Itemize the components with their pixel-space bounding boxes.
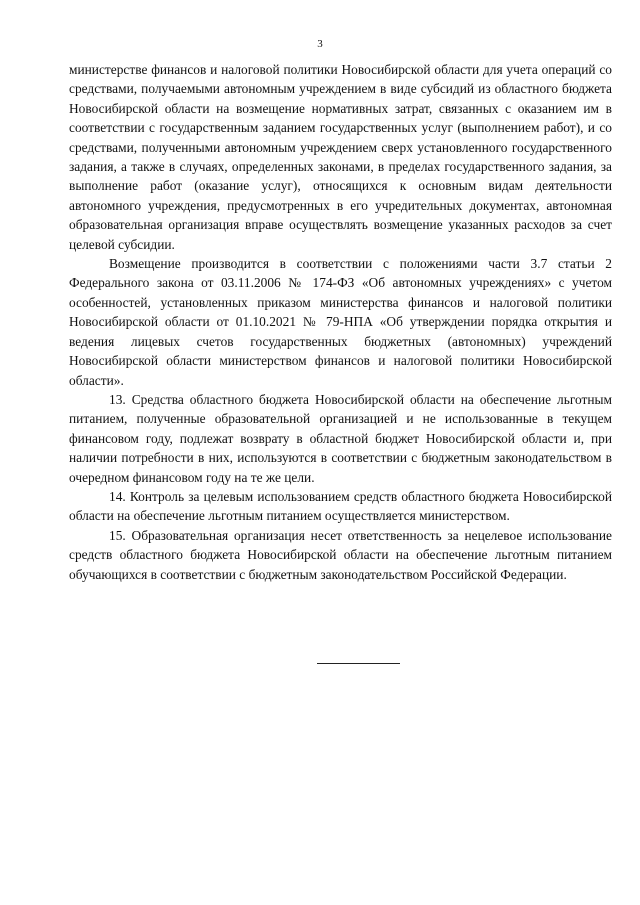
paragraph-item-14: 14. Контроль за целевым использованием средств областного бюджета Новосибирской области на обеспечение льготным питанием осуществляется министерством. — [69, 488, 612, 524]
paragraph-continuation: министерстве финансов и налоговой политики Новосибирской области для учета операций со средствами, получаемыми автономным учреждением в виде субсидий из областного бюджета Новосибирской области на возмещение нормативных затрат, связанных с оказанием им в соответствии с государственным заданием государственных услуг (выполнением работ), и со средствами, полученными автономным учреждением сверх установленного государственного задания, а также в случаях, определенных законами, в пределах государственного задания, за выполнение работ (оказание услуг), относящихся к основным видам деятельности автономного учреждения, предусмотренных в его учредительных документах, автономная образовательная организация вправе осуществлять возмещение указанных расходов за счет целевой субсидии. — [69, 62, 612, 252]
page-number: 3 — [317, 38, 323, 50]
paragraph-item-13: 13. Средства областного бюджета Новосибирской области на обеспечение льготным питанием, полученные образовательной организацией и не использованные в текущем финансовом году, подлежат возврату в областной бюджет Новосибирской области и, при наличии потребности в них, используются в соответствии с бюджетным законодательством в очередном финансовом году на те же цели. — [69, 391, 612, 485]
end-divider-line — [317, 663, 400, 664]
paragraph-item-15: 15. Образовательная организация несет ответственность за нецелевое использование средств областного бюджета Новосибирской области на обеспечение льготным питанием обучающихся в соответствии с бюджетным законодательством Российской Федерации. — [69, 527, 612, 582]
paragraph-reimbursement: Возмещение производится в соответствии с положениями части 3.7 статьи 2 Федерального закона от 03.11.2006 № 174-ФЗ «Об автономных учреждениях» с учетом особенностей, установленных приказом министерства финансов и налоговой политики Новосибирской области от 01.10.2021 № 79-НПА «Об утверждении порядка открытия и ведения лицевых счетов государственных бюджетных (автономных) учреждений Новосибирской области министерством финансов и налоговой политики Новосибирской области». — [69, 256, 612, 388]
document-body — [69, 60, 612, 584]
